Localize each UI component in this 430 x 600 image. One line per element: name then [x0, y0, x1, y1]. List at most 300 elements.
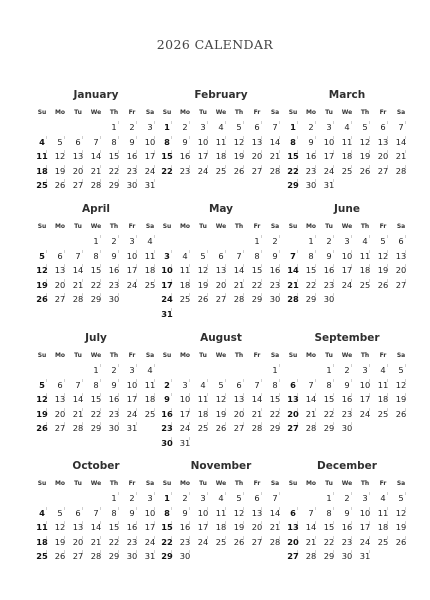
- cell-corner-mark: [279, 507, 283, 510]
- cell-corner-mark: [243, 165, 247, 168]
- day-cell: 2: [302, 120, 320, 135]
- day-cell: 10: [158, 263, 176, 278]
- empty-cell: [69, 120, 87, 135]
- day-cell: 12: [374, 249, 392, 264]
- cell-corner-mark: [243, 379, 247, 382]
- cell-corner-mark: [136, 379, 140, 382]
- cell-corner-mark: [279, 408, 283, 411]
- day-cell: 3: [194, 491, 212, 506]
- day-grid: [158, 477, 284, 564]
- weekday-header: Su: [37, 352, 47, 359]
- day-cell: 1: [320, 491, 338, 506]
- day-cell: 19: [194, 278, 212, 293]
- day-cell: 9: [302, 135, 320, 150]
- month-name: January: [73, 89, 119, 101]
- cell-corner-mark: [46, 279, 50, 282]
- weekday-header: Tu: [325, 480, 333, 487]
- weekday-header: Tu: [74, 480, 82, 487]
- day-cell: 11: [356, 249, 374, 264]
- cell-corner-mark: [100, 379, 104, 382]
- day-cell: 10: [320, 135, 338, 150]
- cell-corner-mark: [405, 492, 409, 495]
- day-cell: 16: [302, 149, 320, 164]
- weekday-header: Mo: [305, 109, 317, 116]
- day-cell: 16: [320, 263, 338, 278]
- day-cell: 2: [176, 491, 194, 506]
- day-cell: 25: [176, 292, 194, 307]
- day-cell: 27: [51, 421, 69, 436]
- cell-corner-mark: [46, 408, 50, 411]
- cell-corner-mark: [225, 536, 229, 539]
- empty-cell: [158, 234, 176, 249]
- cell-corner-mark: [171, 379, 175, 382]
- day-cell: 1: [302, 234, 320, 249]
- day-cell: 23: [338, 407, 356, 422]
- day-cell: 16: [176, 520, 194, 535]
- day-cell: 19: [392, 520, 410, 535]
- cell-corner-mark: [297, 121, 301, 124]
- cell-corner-mark: [243, 408, 247, 411]
- cell-corner-mark: [46, 179, 50, 182]
- day-cell: 6: [69, 135, 87, 150]
- cell-corner-mark: [118, 136, 122, 139]
- empty-cell: [284, 491, 302, 506]
- weekday-header: Tu: [199, 223, 207, 230]
- weekday-header: Sa: [145, 109, 155, 116]
- cell-corner-mark: [351, 264, 355, 267]
- empty-cell: [212, 363, 230, 378]
- day-cell: 18: [356, 263, 374, 278]
- cell-corner-mark: [387, 492, 391, 495]
- weekday-header: Tu: [325, 109, 333, 116]
- cell-corner-mark: [333, 293, 337, 296]
- cell-corner-mark: [387, 521, 391, 524]
- day-grid: [33, 477, 159, 564]
- cell-corner-mark: [387, 393, 391, 396]
- weekday-header: Su: [288, 480, 298, 487]
- weekday-header: Th: [109, 480, 119, 487]
- day-cell: 29: [105, 178, 123, 193]
- cell-corner-mark: [297, 136, 301, 139]
- weekday-header: Fr: [128, 223, 136, 230]
- cell-corner-mark: [333, 364, 337, 367]
- weekday-header: Su: [162, 223, 172, 230]
- cell-corner-mark: [100, 250, 104, 253]
- day-cell: 27: [248, 535, 266, 550]
- cell-corner-mark: [82, 293, 86, 296]
- empty-cell: [33, 120, 51, 135]
- day-cell: 26: [230, 164, 248, 179]
- day-cell: 28: [230, 292, 248, 307]
- cell-corner-mark: [351, 364, 355, 367]
- cell-corner-mark: [46, 521, 50, 524]
- cell-corner-mark: [189, 379, 193, 382]
- day-cell: 29: [87, 421, 105, 436]
- day-cell: 14: [69, 263, 87, 278]
- cell-corner-mark: [64, 422, 68, 425]
- day-cell: 15: [87, 263, 105, 278]
- cell-corner-mark: [333, 121, 337, 124]
- day-cell: 27: [51, 292, 69, 307]
- cell-corner-mark: [100, 293, 104, 296]
- day-cell: 21: [266, 520, 284, 535]
- cell-corner-mark: [279, 293, 283, 296]
- weekday-header: We: [215, 480, 227, 487]
- day-cell: 22: [158, 535, 176, 550]
- day-cell: 23: [123, 535, 141, 550]
- day-cell: 13: [284, 392, 302, 407]
- day-cell: 26: [194, 292, 212, 307]
- cell-corner-mark: [46, 293, 50, 296]
- day-cell: 18: [212, 520, 230, 535]
- day-cell: 10: [194, 506, 212, 521]
- day-cell: 19: [33, 278, 51, 293]
- day-cell: 30: [123, 178, 141, 193]
- day-grid: [284, 106, 410, 193]
- day-cell: 28: [248, 421, 266, 436]
- cell-corner-mark: [369, 379, 373, 382]
- day-cell: 8: [87, 378, 105, 393]
- day-cell: 30: [105, 421, 123, 436]
- cell-corner-mark: [189, 408, 193, 411]
- weekday-header: Th: [360, 109, 370, 116]
- cell-corner-mark: [333, 492, 337, 495]
- day-cell: 28: [302, 421, 320, 436]
- cell-corner-mark: [46, 393, 50, 396]
- day-cell: 28: [302, 549, 320, 564]
- weekday-header: Fr: [253, 223, 261, 230]
- cell-corner-mark: [369, 250, 373, 253]
- day-cell: 9: [105, 249, 123, 264]
- month-name: November: [190, 460, 252, 472]
- cell-corner-mark: [136, 250, 140, 253]
- cell-corner-mark: [351, 250, 355, 253]
- day-cell: 29: [320, 421, 338, 436]
- day-grid: [158, 106, 284, 178]
- cell-corner-mark: [100, 408, 104, 411]
- weekday-header: Sa: [145, 223, 155, 230]
- day-cell: 8: [87, 249, 105, 264]
- day-cell: 12: [51, 520, 69, 535]
- cell-corner-mark: [315, 550, 319, 553]
- day-cell: 5: [392, 491, 410, 506]
- day-cell: 24: [176, 421, 194, 436]
- day-cell: 30: [266, 292, 284, 307]
- weekday-header: We: [341, 352, 353, 359]
- day-cell: 22: [320, 407, 338, 422]
- cell-corner-mark: [207, 150, 211, 153]
- cell-corner-mark: [46, 136, 50, 139]
- weekday-header: Fr: [128, 480, 136, 487]
- cell-corner-mark: [279, 264, 283, 267]
- day-cell: 12: [392, 378, 410, 393]
- empty-cell: [248, 363, 266, 378]
- empty-cell: [51, 491, 69, 506]
- weekday-header: Fr: [253, 480, 261, 487]
- day-cell: 19: [230, 520, 248, 535]
- day-cell: 20: [248, 520, 266, 535]
- cell-corner-mark: [82, 422, 86, 425]
- day-cell: 20: [51, 407, 69, 422]
- cell-corner-mark: [82, 264, 86, 267]
- day-cell: 17: [141, 149, 159, 164]
- month-december: [284, 459, 410, 571]
- day-cell: 1: [248, 234, 266, 249]
- empty-cell: [69, 491, 87, 506]
- day-cell: 23: [320, 278, 338, 293]
- cell-corner-mark: [189, 264, 193, 267]
- weekday-header: Fr: [379, 480, 387, 487]
- weekday-header: Su: [288, 352, 298, 359]
- month-june: [284, 202, 410, 314]
- day-cell: 12: [33, 392, 51, 407]
- cell-corner-mark: [297, 507, 301, 510]
- cell-corner-mark: [225, 165, 229, 168]
- cell-corner-mark: [64, 408, 68, 411]
- cell-corner-mark: [207, 264, 211, 267]
- cell-corner-mark: [189, 250, 193, 253]
- day-cell: 23: [338, 535, 356, 550]
- cell-corner-mark: [118, 150, 122, 153]
- cell-corner-mark: [207, 250, 211, 253]
- day-cell: 6: [392, 234, 410, 249]
- cell-corner-mark: [189, 121, 193, 124]
- cell-corner-mark: [333, 422, 337, 425]
- day-cell: 16: [123, 520, 141, 535]
- day-cell: 10: [123, 249, 141, 264]
- day-cell: 28: [392, 164, 410, 179]
- weekday-header: Tu: [199, 480, 207, 487]
- cell-corner-mark: [279, 422, 283, 425]
- day-cell: 26: [356, 164, 374, 179]
- day-cell: 15: [302, 263, 320, 278]
- cell-corner-mark: [118, 179, 122, 182]
- cell-corner-mark: [261, 293, 265, 296]
- day-cell: 15: [266, 392, 284, 407]
- day-cell: 30: [338, 549, 356, 564]
- day-cell: 10: [356, 506, 374, 521]
- day-cell: 7: [284, 249, 302, 264]
- day-cell: 24: [338, 278, 356, 293]
- day-cell: 27: [284, 549, 302, 564]
- day-cell: 2: [123, 491, 141, 506]
- cell-corner-mark: [261, 507, 265, 510]
- cell-corner-mark: [207, 379, 211, 382]
- cell-corner-mark: [261, 393, 265, 396]
- day-cell: 1: [266, 363, 284, 378]
- day-cell: 31: [176, 436, 194, 451]
- cell-corner-mark: [118, 393, 122, 396]
- weekday-header: Su: [162, 352, 172, 359]
- day-cell: 7: [87, 135, 105, 150]
- day-cell: 21: [69, 407, 87, 422]
- day-cell: 5: [33, 378, 51, 393]
- cell-corner-mark: [387, 364, 391, 367]
- day-cell: 31: [141, 178, 159, 193]
- cell-corner-mark: [243, 250, 247, 253]
- weekday-header: Su: [288, 223, 298, 230]
- cell-corner-mark: [171, 279, 175, 282]
- cell-corner-mark: [118, 379, 122, 382]
- day-cell: 2: [105, 234, 123, 249]
- cell-corner-mark: [225, 264, 229, 267]
- day-cell: 27: [284, 421, 302, 436]
- day-cell: 5: [230, 120, 248, 135]
- weekday-header: Mo: [54, 109, 66, 116]
- day-cell: 9: [266, 249, 284, 264]
- cell-corner-mark: [82, 150, 86, 153]
- day-cell: 20: [69, 535, 87, 550]
- cell-corner-mark: [207, 293, 211, 296]
- day-cell: 26: [392, 407, 410, 422]
- cell-corner-mark: [64, 536, 68, 539]
- day-cell: 14: [248, 392, 266, 407]
- weekday-header: Sa: [270, 352, 280, 359]
- day-cell: 11: [141, 249, 159, 264]
- day-cell: 5: [194, 249, 212, 264]
- day-cell: 27: [374, 164, 392, 179]
- cell-corner-mark: [171, 264, 175, 267]
- month-name: April: [81, 203, 111, 215]
- cell-corner-mark: [387, 235, 391, 238]
- cell-corner-mark: [297, 150, 301, 153]
- day-cell: 24: [141, 164, 159, 179]
- cell-corner-mark: [225, 121, 229, 124]
- cell-corner-mark: [315, 136, 319, 139]
- cell-corner-mark: [405, 536, 409, 539]
- day-cell: 3: [123, 234, 141, 249]
- cell-corner-mark: [136, 422, 140, 425]
- day-cell: 4: [141, 234, 159, 249]
- cell-corner-mark: [351, 121, 355, 124]
- day-cell: 14: [284, 263, 302, 278]
- day-cell: 7: [266, 491, 284, 506]
- cell-corner-mark: [243, 422, 247, 425]
- day-cell: 30: [105, 292, 123, 307]
- cell-corner-mark: [225, 293, 229, 296]
- day-cell: 13: [51, 392, 69, 407]
- day-cell: 17: [123, 263, 141, 278]
- cell-corner-mark: [279, 250, 283, 253]
- day-cell: 1: [105, 491, 123, 506]
- empty-cell: [33, 234, 51, 249]
- day-cell: 8: [158, 135, 176, 150]
- cell-corner-mark: [405, 393, 409, 396]
- cell-corner-mark: [387, 279, 391, 282]
- weekday-header: Tu: [199, 109, 207, 116]
- day-cell: 11: [374, 506, 392, 521]
- day-cell: 1: [320, 363, 338, 378]
- month-march: [284, 88, 410, 200]
- day-cell: 24: [123, 278, 141, 293]
- day-cell: 21: [392, 149, 410, 164]
- day-cell: 12: [230, 506, 248, 521]
- day-cell: 16: [105, 263, 123, 278]
- month-october: [33, 459, 159, 571]
- cell-corner-mark: [100, 422, 104, 425]
- cell-corner-mark: [64, 507, 68, 510]
- day-cell: 17: [194, 520, 212, 535]
- cell-corner-mark: [82, 521, 86, 524]
- day-cell: 27: [248, 164, 266, 179]
- month-april: [33, 202, 159, 314]
- weekday-header: Fr: [128, 352, 136, 359]
- day-cell: 27: [69, 549, 87, 564]
- weekday-header: Th: [360, 352, 370, 359]
- cell-corner-mark: [46, 150, 50, 153]
- cell-corner-mark: [369, 235, 373, 238]
- day-cell: 28: [266, 164, 284, 179]
- day-cell: 29: [87, 292, 105, 307]
- day-cell: 3: [320, 120, 338, 135]
- day-cell: 18: [176, 278, 194, 293]
- cell-corner-mark: [100, 393, 104, 396]
- cell-corner-mark: [64, 293, 68, 296]
- weekday-header: Tu: [74, 109, 82, 116]
- day-cell: 25: [338, 164, 356, 179]
- cell-corner-mark: [82, 165, 86, 168]
- cell-corner-mark: [279, 150, 283, 153]
- weekday-header: Tu: [325, 223, 333, 230]
- day-cell: 23: [176, 535, 194, 550]
- day-cell: 24: [123, 407, 141, 422]
- day-cell: 13: [69, 149, 87, 164]
- cell-corner-mark: [405, 507, 409, 510]
- cell-corner-mark: [387, 408, 391, 411]
- empty-cell: [51, 234, 69, 249]
- day-cell: 25: [374, 535, 392, 550]
- day-cell: 29: [158, 549, 176, 564]
- cell-corner-mark: [261, 492, 265, 495]
- day-cell: 16: [123, 149, 141, 164]
- cell-corner-mark: [369, 364, 373, 367]
- cell-corner-mark: [405, 364, 409, 367]
- cell-corner-mark: [171, 293, 175, 296]
- cell-corner-mark: [297, 550, 301, 553]
- day-cell: 12: [33, 263, 51, 278]
- day-cell: 16: [176, 149, 194, 164]
- day-cell: 6: [212, 249, 230, 264]
- day-cell: 8: [158, 506, 176, 521]
- day-cell: 9: [176, 506, 194, 521]
- weekday-header: Sa: [396, 109, 406, 116]
- cell-corner-mark: [136, 492, 140, 495]
- cell-corner-mark: [333, 179, 337, 182]
- cell-corner-mark: [387, 136, 391, 139]
- day-cell: 24: [356, 535, 374, 550]
- cell-corner-mark: [100, 550, 104, 553]
- weekday-header: We: [90, 223, 102, 230]
- day-cell: 22: [320, 535, 338, 550]
- day-grid: [33, 106, 159, 193]
- cell-corner-mark: [64, 165, 68, 168]
- weekday-header: Fr: [128, 109, 136, 116]
- month-name: July: [85, 332, 107, 344]
- day-cell: 10: [176, 392, 194, 407]
- empty-cell: [284, 363, 302, 378]
- cell-corner-mark: [351, 521, 355, 524]
- day-cell: 30: [158, 436, 176, 451]
- weekday-header: Th: [109, 223, 119, 230]
- cell-corner-mark: [82, 536, 86, 539]
- weekday-header: We: [215, 352, 227, 359]
- cell-corner-mark: [351, 507, 355, 510]
- day-cell: 19: [230, 149, 248, 164]
- day-cell: 15: [320, 520, 338, 535]
- cell-corner-mark: [315, 536, 319, 539]
- empty-cell: [302, 491, 320, 506]
- cell-corner-mark: [279, 393, 283, 396]
